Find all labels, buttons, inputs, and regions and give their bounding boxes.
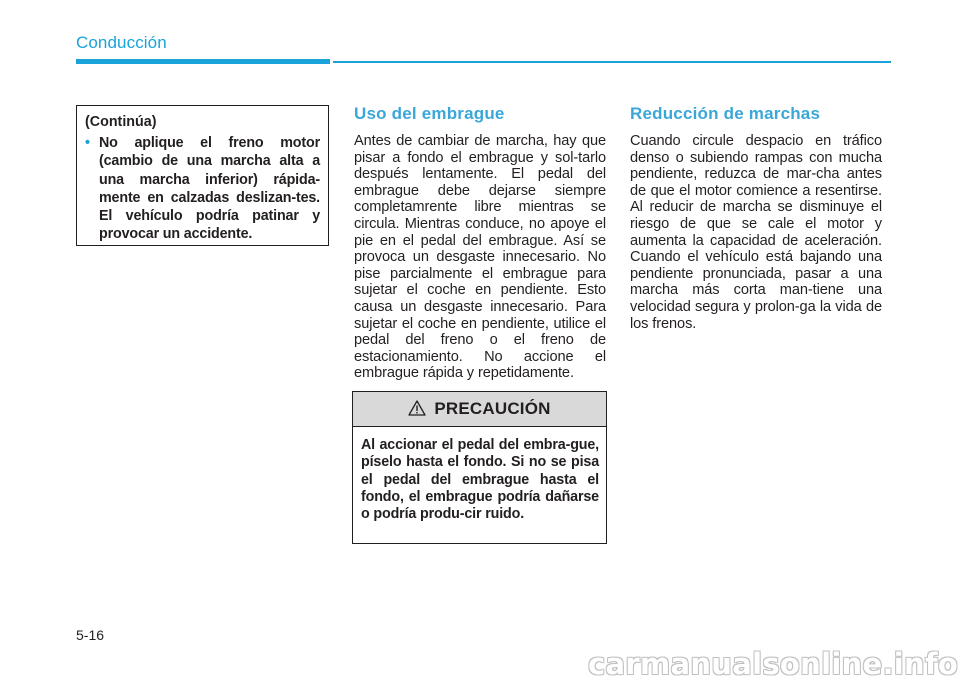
warning-bullet-text: No aplique el freno motor (cambio de una marcha alta a una marcha inferior) rápida-mente en calzadas deslizan-tes. El vehículo podría patinar y provocar un accidente.	[99, 135, 320, 243]
warning-box	[76, 105, 329, 246]
clutch-heading: Uso del embrague	[354, 104, 505, 123]
clutch-section	[354, 104, 606, 382]
watermark: carmanualsonline.info	[588, 647, 959, 681]
warning-continuation: (Continúa)	[85, 114, 157, 130]
downshift-section	[630, 104, 882, 332]
warning-bullet-item	[85, 134, 320, 244]
header-rule-thin	[333, 61, 891, 63]
warning-triangle-icon	[408, 400, 426, 416]
downshift-body: Cuando circule despacio en tráfico denso o subiendo rampas con mucha pendiente, reduzca de mar-cha antes de que el motor comience a resentirse. Al reducir de marcha se disminuye el riesgo de que se cale el motor y aumenta la capacidad de aceleración. Cuando el vehículo está bajando una pendiente pronunciada, pasar a una marcha más corta man-tiene una velocidad segura y prolon-ga la vida de los frenos.	[630, 133, 882, 332]
caution-title: PRECAUCIÓN	[434, 399, 551, 418]
caution-body: Al accionar el pedal del embra-gue, píselo hasta el fondo. Si no se pisa el pedal del embrague hasta el fondo, el embrague podría dañarse o podría produ-cir ruido.	[361, 437, 599, 523]
caution-box	[352, 391, 607, 544]
caution-header	[353, 392, 606, 427]
section-title: Conducción	[76, 33, 167, 52]
clutch-body: Antes de cambiar de marcha, hay que pisar a fondo el embrague y sol-tarlo después lentamente. El pedal del embrague debe dejarse siempre completamrente libre mientras se circula. Mientras conduce, no apoye el pie en el pedal del embrague. Así se provoca un desgaste innecesario. No pise parcialmente el embrague para sujetar el coche en pendiente. Esto causa un desgaste innecesario. Para sujetar el coche en pendiente, utilice el pedal del freno o el freno de estacionamiento. No accione el embrague rápida y repetidamente.	[354, 133, 606, 382]
header-rule-thick	[76, 59, 330, 64]
page-number: 5-16	[76, 627, 105, 643]
bullet-dot: •	[85, 135, 91, 151]
downshift-heading: Reducción de marchas	[630, 104, 821, 123]
